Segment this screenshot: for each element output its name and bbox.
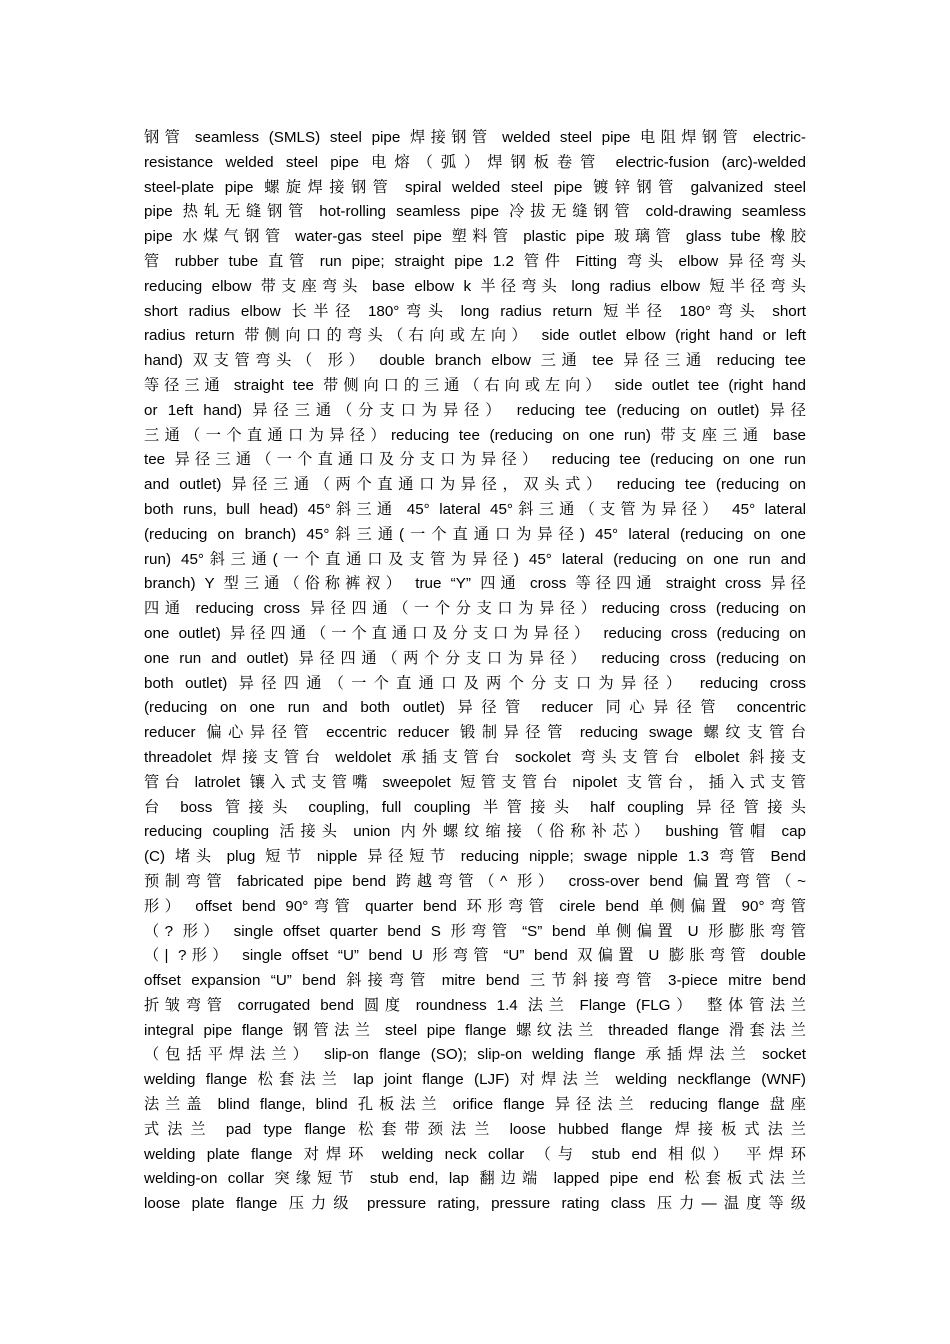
text-line: loose plate flange 压力级 pressure rating, pressure rating class 压力—温度等级 bbox=[144, 1195, 806, 1213]
text-line: reducing elbow 带支座弯头 base elbow k 半径弯头 long radius elbow 短半径弯头 bbox=[144, 277, 806, 295]
text-line: and outlet) 异径三通（两个直通口为异径，双头式） reducing tee (reducing on bbox=[144, 476, 806, 494]
text-line: 管台 latrolet 镶入式支管嘴 sweepolet 短管支管台 nipolet 支管台，插入式支管 bbox=[144, 773, 806, 791]
text-line: (C) 堵头 plug 短节 nipple 异径短节 reducing nipple; swage nipple 1.3 弯管 Bend bbox=[144, 848, 806, 866]
text-line: (reducing on branch) 45°斜三通(一个直通口为异径) 45° lateral (reducing on one bbox=[144, 525, 806, 543]
text-line: 法兰盖 blind flange, blind 孔板法兰 orifice flange 异径法兰 reducing flange 盘座 bbox=[144, 1096, 806, 1114]
text-line: 钢管 seamless (SMLS) steel pipe 焊接钢管 welded steel pipe 电阻焊钢管 electric- bbox=[144, 129, 806, 146]
text-line: tee 异径三通（一个直通口及分支口为异径） reducing tee (reducing on one run bbox=[144, 451, 806, 469]
text-line: （| ?形） single offset “U” bend U 形弯管 “U” bend 双偏置 U 膨胀弯管 double bbox=[144, 947, 806, 965]
text-line: （? 形） single offset quarter bend S 形弯管 “S” bend 单侧偏置 U 形膨胀弯管 bbox=[144, 922, 806, 940]
text-line: pipe 水煤气钢管 water-gas steel pipe 塑料管 plastic pipe 玻璃管 glass tube 橡胶 bbox=[144, 228, 806, 246]
text-line: pipe 热轧无缝钢管 hot-rolling seamless pipe 冷拔无缝钢管 cold-drawing seamless bbox=[144, 203, 806, 221]
text-line: one outlet) 异径四通（一个直通口及分支口为异径） reducing cross (reducing on bbox=[144, 624, 806, 642]
text-line: resistance welded steel pipe 电熔（弧）焊钢板卷管 electric-fusion (arc)-welded bbox=[144, 153, 806, 171]
text-line: 等径三通 straight tee 带侧向口的三通（右向或左向） side outlet tee (right hand bbox=[144, 376, 806, 394]
text-line: threadolet 焊接支管台 weldolet 承插支管台 sockolet 弯头支管台 elbolet 斜接支 bbox=[144, 748, 806, 766]
text-line: welding-on collar 突缘短节 stub end, lap 翻边端 lapped pipe end 松套板式法兰 bbox=[144, 1170, 806, 1188]
text-line: reducer 偏心异径管 eccentric reducer 锻制异径管 reducing swage 螺纹支管台 bbox=[144, 724, 806, 742]
text-line: 台 boss 管接头 coupling, full coupling 半管接头 half coupling 异径管接头 bbox=[144, 798, 806, 816]
text-line: both runs, bull head) 45°斜三通 45° lateral 45°斜三通（支管为异径） 45° lateral bbox=[144, 500, 806, 518]
text-line: steel-plate pipe 螺旋焊接钢管 spiral welded steel pipe 镀锌钢管 galvanized steel bbox=[144, 178, 806, 196]
text-line: one run and outlet) 异径四通（两个分支口为异径） reducing cross (reducing on bbox=[144, 649, 806, 667]
text-line: offset expansion “U” bend 斜接弯管 mitre bend 三节斜接弯管 3-piece mitre bend bbox=[144, 972, 806, 990]
text-line: both outlet) 异径四通（一个直通口及两个分支口为异径） reducing cross bbox=[144, 674, 806, 692]
text-line: （包括平焊法兰） slip-on flange (SO); slip-on welding flange 承插焊法兰 socket bbox=[144, 1046, 806, 1064]
document-body bbox=[144, 126, 806, 1226]
text-line: reducing coupling 活接头 union 内外螺纹缩接（俗称补芯） bushing 管帽 cap bbox=[144, 823, 806, 841]
text-line: 预制弯管 fabricated pipe bend 跨越弯管（^ 形） cross-over bend 偏置弯管（~ bbox=[144, 872, 806, 890]
text-line: short radius elbow 长半径 180°弯头 long radius return 短半径 180°弯头 short bbox=[144, 302, 806, 320]
text-line: welding plate flange 对焊环 welding neck collar （与 stub end 相似） 平焊环 bbox=[144, 1145, 806, 1163]
text-line: integral pipe flange 钢管法兰 steel pipe flange 螺纹法兰 threaded flange 滑套法兰 bbox=[144, 1021, 806, 1039]
text-line: branch) Y 型三通（俗称裤衩） true “Y” 四通 cross 等径四通 straight cross 异径 bbox=[144, 575, 806, 593]
text-line: radius return 带侧向口的弯头（右向或左向） side outlet elbow (right hand or left bbox=[144, 327, 806, 345]
text-line: 四通 reducing cross 异径四通（一个分支口为异径）reducing cross (reducing on bbox=[144, 600, 806, 618]
text-line: welding flange 松套法兰 lap joint flange (LJF) 对焊法兰 welding neckflange (WNF) bbox=[144, 1071, 806, 1089]
text-line: 三通（一个直通口为异径）reducing tee (reducing on one run) 带支座三通 base bbox=[144, 426, 806, 444]
text-line: 折皱弯管 corrugated bend 圆度 roundness 1.4 法兰 Flange (FLG） 整体管法兰 bbox=[144, 996, 806, 1014]
text-line: or 1eft hand) 异径三通（分支口为异径） reducing tee (reducing on outlet) 异径 bbox=[144, 401, 806, 419]
text-line: 管 rubber tube 直管 run pipe; straight pipe 1.2 管件 Fitting 弯头 elbow 异径弯头 bbox=[144, 252, 806, 270]
text-line: hand) 双支管弯头（ 形） double branch elbow 三通 tee 异径三通 reducing tee bbox=[144, 352, 806, 370]
text-line: 式法兰 pad type flange 松套带颈法兰 loose hubbed flange 焊接板式法兰 bbox=[144, 1120, 806, 1138]
text-line: run) 45°斜三通(一个直通口及支管为异径) 45° lateral (reducing on one run and bbox=[144, 550, 806, 568]
text-line: (reducing on one run and both outlet) 异径管 reducer 同心异径管 concentric bbox=[144, 699, 806, 717]
text-line: 形） offset bend 90°弯管 quarter bend 环形弯管 cirele bend 单侧偏置 90°弯管 bbox=[144, 897, 806, 915]
